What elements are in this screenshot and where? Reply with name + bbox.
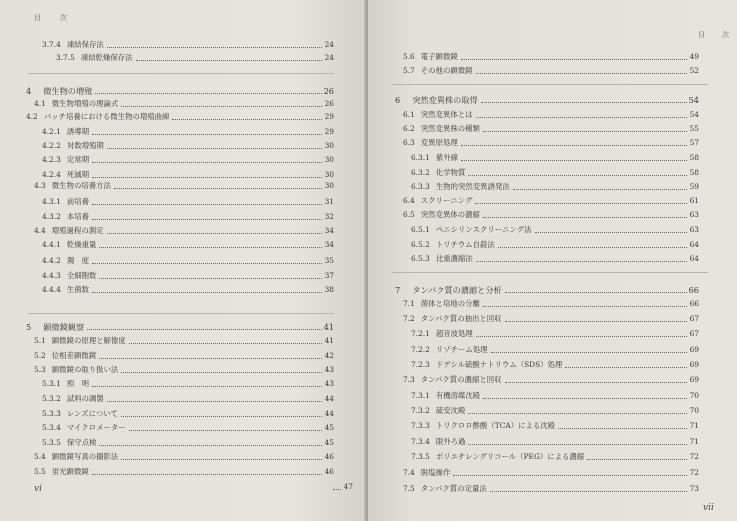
dot-leader bbox=[92, 263, 322, 264]
toc-entry-title: 突然変異株の取得 bbox=[412, 95, 478, 105]
toc-entry-page: 61 bbox=[689, 196, 699, 205]
dot-leader bbox=[129, 343, 322, 344]
toc-entry-page: 71 bbox=[689, 437, 699, 446]
dot-leader bbox=[483, 306, 687, 307]
dot-leader bbox=[121, 106, 322, 107]
toc-entry-title: 有機溶媒沈殿 bbox=[435, 391, 481, 400]
toc-entry bbox=[403, 124, 699, 134]
dot-leader bbox=[172, 119, 322, 120]
toc-entry-page: 49 bbox=[689, 52, 699, 61]
toc-entry-number: 6.5.3 bbox=[411, 254, 430, 263]
toc-entry-title: 生物的突然変異誘発法 bbox=[435, 182, 510, 191]
toc-entry-number: 5.3.1 bbox=[42, 379, 61, 388]
toc-entry-title: 増殖過程の測定 bbox=[51, 226, 104, 235]
dot-leader bbox=[565, 367, 687, 368]
toc-entry-page: 46 bbox=[324, 452, 334, 461]
dot-leader bbox=[121, 372, 322, 373]
toc-entry-page: 29 bbox=[324, 112, 334, 121]
toc-entry bbox=[42, 141, 334, 151]
toc-entry-page: 30 bbox=[324, 141, 334, 150]
right-page bbox=[368, 0, 737, 521]
toc-entry-page: 54 bbox=[688, 95, 699, 105]
toc-entry-number: 4.2.4 bbox=[42, 170, 61, 179]
dot-leader bbox=[535, 232, 687, 233]
dot-leader bbox=[461, 160, 687, 161]
toc-entry-page: 46 bbox=[324, 467, 334, 476]
dot-leader bbox=[587, 459, 687, 460]
running-head-left: 目 次 bbox=[34, 14, 73, 22]
dot-leader bbox=[491, 352, 687, 353]
dot-leader bbox=[121, 416, 322, 417]
toc-entry-page: 54 bbox=[689, 110, 699, 119]
toc-entry-title: 前培養 bbox=[66, 197, 89, 206]
toc-entry-number: 7.2.1 bbox=[411, 329, 430, 338]
toc-entry-number: 4.2.2 bbox=[42, 141, 61, 150]
dot-leader bbox=[92, 134, 322, 135]
toc-entry-title: スクリーニング bbox=[420, 196, 473, 205]
toc-entry-number: 5.4 bbox=[34, 452, 46, 461]
toc-entry-number: 4.2.3 bbox=[42, 155, 61, 164]
dot-leader bbox=[92, 219, 322, 220]
left-page bbox=[0, 0, 366, 521]
toc-entry-title: 菌体と培地の分離 bbox=[420, 299, 480, 308]
toc-entry-number: 5.3.4 bbox=[42, 423, 61, 432]
dot-leader bbox=[99, 358, 322, 359]
dot-leader bbox=[129, 430, 322, 431]
toc-entry-page: 41 bbox=[323, 322, 334, 332]
toc-entry-number: 6.2 bbox=[403, 124, 415, 133]
toc-entry-title: 本培養 bbox=[66, 212, 89, 221]
toc-entry bbox=[411, 360, 699, 370]
toc-entry bbox=[403, 468, 699, 478]
toc-entry-title: 全細胞数 bbox=[66, 271, 97, 280]
toc-entry bbox=[411, 406, 699, 416]
toc-entry bbox=[42, 240, 334, 250]
toc-entry bbox=[42, 409, 334, 419]
toc-entry bbox=[403, 314, 699, 324]
toc-chapter-entry bbox=[395, 285, 699, 295]
toc-entry-page: 72 bbox=[689, 468, 699, 477]
toc-entry bbox=[42, 285, 334, 295]
toc-entry bbox=[34, 452, 334, 462]
toc-entry bbox=[403, 375, 699, 385]
running-head-right: 目 次 bbox=[698, 31, 734, 39]
toc-right bbox=[368, 0, 737, 521]
toc-entry-page: 64 bbox=[689, 254, 699, 263]
toc-entry bbox=[42, 127, 334, 137]
toc-entry-title: 突然変異株の種類 bbox=[420, 124, 480, 133]
toc-entry-title: 定常期 bbox=[66, 155, 89, 164]
dot-leader bbox=[476, 117, 687, 118]
toc-chapter-entry bbox=[26, 86, 334, 96]
dot-leader bbox=[92, 162, 322, 163]
toc-entry bbox=[403, 196, 699, 206]
toc-entry-number: 6.5 bbox=[403, 210, 415, 219]
dot-leader bbox=[333, 489, 341, 490]
toc-entry-page: 59 bbox=[689, 182, 699, 191]
toc-entry bbox=[42, 394, 334, 404]
toc-entry-number: 4.3.2 bbox=[42, 212, 61, 221]
dot-leader bbox=[99, 247, 322, 248]
toc-entry-number: 5.2 bbox=[34, 351, 46, 360]
toc-left bbox=[0, 0, 366, 521]
toc-entry-title: 死滅期 bbox=[66, 170, 89, 179]
toc-entry-title: 顕微鏡観察 bbox=[43, 322, 85, 332]
toc-entry-page: 55 bbox=[689, 124, 699, 133]
toc-entry-number: 7 bbox=[395, 285, 401, 295]
toc-entry-page: 43 bbox=[324, 379, 334, 388]
toc-entry-title: 凍結乾燥保存法 bbox=[80, 53, 133, 62]
toc-entry bbox=[42, 197, 334, 207]
toc-entry-page: 29 bbox=[324, 127, 334, 136]
dot-leader bbox=[114, 188, 322, 189]
dot-leader bbox=[107, 233, 322, 234]
toc-entry-number: 6.3.3 bbox=[411, 182, 430, 191]
toc-entry-number: 5.5 bbox=[34, 467, 46, 476]
toc-entry bbox=[34, 99, 334, 109]
toc-entry-title: 顕微鏡写真の撮影法 bbox=[51, 452, 119, 461]
toc-entry-title: バッチ培養における微生物の増殖曲線 bbox=[43, 112, 170, 121]
toc-entry-page: 41 bbox=[324, 336, 334, 345]
toc-entry bbox=[42, 423, 334, 433]
toc-entry-page: 58 bbox=[689, 168, 699, 177]
dot-leader bbox=[558, 428, 687, 429]
dot-leader bbox=[483, 398, 687, 399]
toc-entry-title: 対数増殖期 bbox=[66, 141, 104, 150]
toc-entry bbox=[42, 155, 334, 165]
toc-entry-number: 3.7.4 bbox=[42, 40, 61, 49]
toc-entry-title: 比重濃縮法 bbox=[435, 254, 473, 263]
toc-entry bbox=[42, 40, 334, 50]
dot-leader bbox=[476, 336, 687, 337]
toc-entry-page: 57 bbox=[689, 138, 699, 147]
toc-entry-number: 7.1 bbox=[403, 299, 415, 308]
toc-entry-number: 7.2 bbox=[403, 314, 415, 323]
toc-entry-number: 4.3.1 bbox=[42, 197, 61, 206]
dot-leader bbox=[468, 444, 687, 445]
toc-entry-number: 4.4.2 bbox=[42, 256, 61, 265]
toc-entry-number: 6 bbox=[395, 95, 401, 105]
toc-entry-title: 蛍光顕微鏡 bbox=[51, 467, 89, 476]
toc-entry-title: 凍結保存法 bbox=[66, 40, 104, 49]
toc-entry-title: 乾燥重量 bbox=[66, 240, 97, 249]
toc-entry bbox=[403, 210, 699, 220]
toc-entry-page: 38 bbox=[324, 285, 334, 294]
toc-entry bbox=[411, 345, 699, 355]
dot-leader bbox=[87, 329, 321, 330]
toc-entry-title: 硫安沈殿 bbox=[435, 406, 466, 415]
toc-entry bbox=[411, 240, 699, 250]
toc-entry bbox=[42, 271, 334, 281]
toc-entry-page: 70 bbox=[689, 391, 699, 400]
toc-entry-title: 試料の調製 bbox=[66, 394, 104, 403]
dot-leader bbox=[476, 261, 687, 262]
toc-chapter-entry bbox=[395, 95, 699, 105]
dot-leader bbox=[92, 292, 322, 293]
toc-entry-number: 4.3 bbox=[34, 181, 46, 190]
toc-entry-page: 69 bbox=[689, 375, 699, 384]
dot-leader bbox=[92, 177, 322, 178]
dot-leader bbox=[483, 131, 687, 132]
toc-entry-title: 変異原処理 bbox=[420, 138, 458, 147]
toc-entry-title: 微生物増殖の理論式 bbox=[51, 99, 119, 108]
toc-entry-page: 34 bbox=[324, 226, 334, 235]
toc-entry-page: 26 bbox=[323, 86, 334, 96]
toc-entry-title: タンパク質の定量法 bbox=[420, 484, 487, 493]
toc-entry-page: 70 bbox=[689, 406, 699, 415]
toc-entry-title: 照 明 bbox=[66, 379, 89, 388]
toc-entry-title: 顕微鏡の取り扱い法 bbox=[51, 365, 119, 374]
toc-entry bbox=[42, 438, 334, 448]
toc-entry-number: 7.2.2 bbox=[411, 345, 430, 354]
toc-entry bbox=[330, 482, 353, 492]
toc-entry-number: 6.1 bbox=[403, 110, 415, 119]
toc-entry-title: 電子顕微鏡 bbox=[420, 52, 458, 61]
toc-entry-title: 顕微鏡の原理と解像度 bbox=[51, 336, 126, 345]
toc-entry-title: その他の顕微鏡 bbox=[420, 66, 473, 75]
toc-entry-page: 42 bbox=[324, 351, 334, 360]
dot-leader bbox=[513, 189, 687, 190]
dot-leader bbox=[107, 47, 322, 48]
toc-entry-title: トリクロロ酢酸（TCA）による沈殿 bbox=[435, 421, 556, 430]
toc-entry bbox=[42, 212, 334, 222]
toc-entry-title: 微生物の増殖 bbox=[43, 86, 93, 96]
toc-entry bbox=[34, 336, 334, 346]
toc-entry bbox=[34, 351, 334, 361]
toc-entry-page: 45 bbox=[324, 423, 334, 432]
toc-entry-page: 30 bbox=[324, 181, 334, 190]
toc-entry bbox=[411, 254, 699, 264]
toc-chapter-entry bbox=[26, 322, 334, 332]
toc-entry-title: 限外ろ過 bbox=[435, 437, 466, 446]
toc-entry bbox=[56, 53, 334, 63]
dot-leader bbox=[505, 321, 687, 322]
toc-entry-number: 5.6 bbox=[403, 52, 415, 61]
toc-entry-number: 6.3.1 bbox=[411, 153, 430, 162]
toc-entry bbox=[42, 256, 334, 266]
toc-entry bbox=[411, 329, 699, 339]
toc-entry-number: 5.3.3 bbox=[42, 409, 61, 418]
toc-entry-number: 4.4 bbox=[34, 226, 46, 235]
toc-entry-page: 44 bbox=[324, 394, 334, 403]
toc-entry bbox=[26, 112, 334, 122]
toc-entry-title: 位相差顕微鏡 bbox=[51, 351, 97, 360]
toc-entry bbox=[411, 452, 699, 462]
toc-entry bbox=[411, 153, 699, 163]
dot-leader bbox=[99, 445, 322, 446]
toc-entry-page: 73 bbox=[689, 484, 699, 493]
toc-entry-title: 化学物質 bbox=[435, 168, 466, 177]
toc-entry-number: 7.3 bbox=[403, 375, 415, 384]
toc-entry-number: 3.7.5 bbox=[56, 53, 75, 62]
toc-entry-title: ペニシリンスクリーニング法 bbox=[435, 225, 532, 234]
toc-entry bbox=[42, 170, 334, 180]
toc-entry bbox=[411, 182, 699, 192]
toc-entry-title: 突然変異体の濃縮 bbox=[420, 210, 480, 219]
toc-entry-number: 7.3.1 bbox=[411, 391, 430, 400]
toc-entry-number: 7.3.5 bbox=[411, 452, 430, 461]
toc-entry-page: 69 bbox=[689, 345, 699, 354]
toc-entry-page: 63 bbox=[689, 210, 699, 219]
toc-entry bbox=[34, 226, 334, 236]
toc-entry-title: 生菌数 bbox=[66, 285, 89, 294]
dot-leader bbox=[461, 145, 687, 146]
toc-entry-page: 43 bbox=[324, 365, 334, 374]
toc-entry-title: 脱塩操作 bbox=[420, 468, 451, 477]
toc-entry-number: 7.3.4 bbox=[411, 437, 430, 446]
toc-entry bbox=[403, 138, 699, 148]
toc-entry bbox=[403, 299, 699, 309]
toc-entry-page: 67 bbox=[689, 329, 699, 338]
toc-entry bbox=[403, 52, 699, 62]
toc-entry-page: 71 bbox=[689, 421, 699, 430]
toc-entry-number: 6.4 bbox=[403, 196, 415, 205]
toc-entry bbox=[411, 168, 699, 178]
toc-entry bbox=[403, 484, 699, 494]
toc-entry bbox=[34, 467, 334, 477]
toc-entry bbox=[411, 225, 699, 235]
dot-leader bbox=[483, 217, 687, 218]
toc-entry-page: 69 bbox=[689, 360, 699, 369]
dot-leader bbox=[475, 203, 687, 204]
toc-entry-number: 5.1 bbox=[34, 336, 46, 345]
toc-entry-title: 超音波処理 bbox=[435, 329, 473, 338]
dot-leader bbox=[92, 204, 322, 205]
dot-leader bbox=[136, 60, 322, 61]
dot-leader bbox=[92, 386, 322, 387]
toc-entry-page: 67 bbox=[689, 314, 699, 323]
toc-entry-number: 5.7 bbox=[403, 66, 415, 75]
toc-entry-title: タンパク質の濃縮と分析 bbox=[412, 285, 502, 295]
dot-leader bbox=[92, 474, 322, 475]
toc-entry-number: 5.3.2 bbox=[42, 394, 61, 403]
dot-leader bbox=[95, 93, 321, 94]
dot-leader bbox=[461, 59, 687, 60]
toc-entry-number: 6.5.2 bbox=[411, 240, 430, 249]
dot-leader bbox=[107, 401, 322, 402]
toc-entry bbox=[411, 421, 699, 431]
toc-entry bbox=[411, 437, 699, 447]
toc-entry-number: 6.3 bbox=[403, 138, 415, 147]
toc-entry-number: 5.3 bbox=[34, 365, 46, 374]
toc-entry bbox=[42, 379, 334, 389]
dot-leader bbox=[121, 459, 322, 460]
toc-entry bbox=[411, 391, 699, 401]
toc-entry-title: ドデシル硫酸ナトリウム（SDS）処理 bbox=[435, 360, 563, 369]
toc-entry-page: 35 bbox=[324, 256, 334, 265]
toc-entry-number: 6.3.2 bbox=[411, 168, 430, 177]
dot-leader bbox=[498, 247, 687, 248]
toc-entry-title: ポリエチレングリコール（PEG）による濃縮 bbox=[435, 452, 585, 461]
toc-entry-title: 保守点検 bbox=[66, 438, 97, 447]
toc-entry-page: 24 bbox=[324, 53, 334, 62]
toc-entry-title: トリチウム自殺法 bbox=[435, 240, 495, 249]
toc-entry-number: 7.5 bbox=[403, 484, 415, 493]
toc-entry-page: 63 bbox=[689, 225, 699, 234]
toc-entry-number: 4.2 bbox=[26, 112, 38, 121]
toc-entry-page: 26 bbox=[324, 99, 334, 108]
toc-entry-page: 24 bbox=[324, 40, 334, 49]
dot-leader bbox=[490, 491, 687, 492]
toc-entry-page: 64 bbox=[689, 240, 699, 249]
toc-entry-title: タンパク質の濃縮と回収 bbox=[420, 375, 502, 384]
dot-leader bbox=[476, 73, 687, 74]
toc-entry bbox=[403, 110, 699, 120]
dot-leader bbox=[107, 148, 322, 149]
toc-entry-page: 52 bbox=[689, 66, 699, 75]
toc-entry-number: 4.2.1 bbox=[42, 127, 61, 136]
toc-entry-page: 47 bbox=[343, 482, 353, 491]
toc-entry-page: 34 bbox=[324, 240, 334, 249]
toc-entry-page: 32 bbox=[324, 212, 334, 221]
toc-entry bbox=[34, 365, 334, 375]
toc-entry-title: マイクロメーター bbox=[66, 423, 126, 432]
toc-entry-page: 44 bbox=[324, 409, 334, 418]
toc-entry bbox=[403, 66, 699, 76]
toc-entry-page: 37 bbox=[324, 271, 334, 280]
toc-entry-number: 7.3.2 bbox=[411, 406, 430, 415]
toc-entry-page: 31 bbox=[324, 197, 334, 206]
toc-entry-title: タンパク質の抽出と回収 bbox=[420, 314, 502, 323]
dot-leader bbox=[468, 413, 687, 414]
dot-leader bbox=[505, 382, 687, 383]
toc-entry-number: 7.2.3 bbox=[411, 360, 430, 369]
dot-leader bbox=[453, 475, 687, 476]
toc-entry-number: 7.4 bbox=[403, 468, 415, 477]
dot-leader bbox=[99, 278, 322, 279]
toc-entry-title: 誘導期 bbox=[66, 127, 89, 136]
toc-entry-number: 4.4.3 bbox=[42, 271, 61, 280]
dot-leader bbox=[468, 175, 687, 176]
toc-entry-page: 66 bbox=[689, 299, 699, 308]
toc-entry bbox=[34, 181, 334, 191]
toc-entry-page: 30 bbox=[324, 155, 334, 164]
dot-leader bbox=[481, 102, 687, 103]
toc-entry-number: 4.4.1 bbox=[42, 240, 61, 249]
folio-left: vi bbox=[34, 484, 42, 494]
toc-entry-number: 5 bbox=[26, 322, 32, 332]
toc-entry-number: 6.5.1 bbox=[411, 225, 430, 234]
toc-entry-title: リゾチーム処理 bbox=[435, 345, 488, 354]
toc-entry-title: 紫外線 bbox=[435, 153, 458, 162]
toc-entry-number: 4.4.4 bbox=[42, 285, 61, 294]
dot-leader bbox=[505, 292, 687, 293]
toc-entry-page: 66 bbox=[688, 285, 699, 295]
toc-entry-number: 5.3.5 bbox=[42, 438, 61, 447]
toc-entry-page: 30 bbox=[324, 170, 334, 179]
toc-entry-page: 45 bbox=[324, 438, 334, 447]
folio-right: vii bbox=[703, 503, 714, 513]
toc-entry-number: 4 bbox=[26, 86, 32, 96]
toc-entry-title: 微生物の培養方法 bbox=[51, 181, 111, 190]
toc-entry-page: 58 bbox=[689, 153, 699, 162]
toc-entry-number: 7.3.3 bbox=[411, 421, 430, 430]
toc-entry-page: 72 bbox=[689, 452, 699, 461]
toc-entry-title: 濁 度 bbox=[66, 256, 89, 265]
toc-entry-number: 4.1 bbox=[34, 99, 46, 108]
toc-entry-title: 突然変異体とは bbox=[420, 110, 473, 119]
toc-entry-title: レンズについて bbox=[66, 409, 118, 418]
